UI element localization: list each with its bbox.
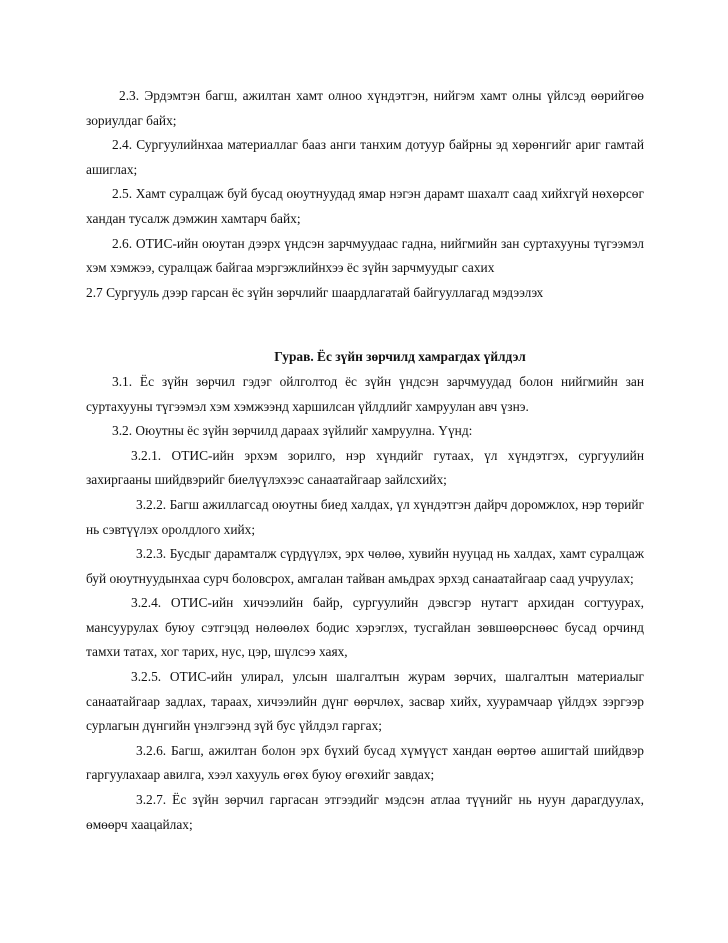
paragraph-2-5: 2.5. Хамт суралцаж буй бусад оюутнуудад ямар нэгэн дарамт шахалт саад хийхгүй нөхөрсөг хандан тусалж дэмжин хамтарч байх; bbox=[86, 186, 644, 226]
paragraph-3-1: 3.1. Ёс зүйн зөрчил гэдэг ойлголтод ёс зүйн үндсэн зарчмуудад болон нийгмийн зан суртахууны түгээмэл хэм хэмжээнд харшилсан үйлдлийг хамруулан авч үзнэ. bbox=[86, 373, 644, 414]
section-3-list bbox=[86, 370, 644, 837]
paragraph-3-2-4: 3.2.4. ОТИС-ийн хичээлийн байр, сургуулийн дэвсгэр нутагт архидан согтуурах, мансуурулах буюу сэтгэцэд нөлөөлөх бодис хэрэглэх, тусгайлан зөвшөөрснөөс бусад орчинд тамхи татах, хог тарих, нус, цэр, шүлсээ хаях, bbox=[86, 595, 644, 660]
document-page bbox=[86, 84, 644, 837]
paragraph-3-2-1: 3.2.1. ОТИС-ийн эрхэм зорилго, нэр хүндийг гутаах, үл хүндэтгэх, сургуулийн захиргааны шийдвэрийг биелүүлэхээс санаатайгаар зайлсхийх; bbox=[86, 447, 644, 488]
paragraph-3-2-5: 3.2.5. ОТИС-ийн улирал, улсын шалгалтын журам зөрчих, шалгалтын материалыг санаатайгаар задлах, тараах, хичээлийн дүнг өөрчлөх, засвар хийх, хуурамчаар үйлдэх зэргээр сурлагын дүнгийн үнэлгээнд зүй бус үйлдэл гаргах; bbox=[86, 669, 644, 734]
paragraph-2-4: 2.4. Сургуулийнхаа материаллаг бааз анги танхим дотуур байрны эд хөрөнгийг ариг гамтай ашиглах; bbox=[86, 137, 644, 177]
paragraph-3-2-7: 3.2.7. Ёс зүйн зөрчил гаргасан этгээдийг мэдсэн атлаа түүнийг нь нуун дарагдуулах, өмөөрч хаацайлах; bbox=[86, 792, 644, 832]
section-spacer bbox=[86, 305, 644, 345]
section-3-heading: Гурав. Ёс зүйн зөрчилд хамрагдах үйлдэл bbox=[274, 349, 526, 365]
paragraph-2-3: 2.3. Эрдэмтэн багш, ажилтан хамт олноо хүндэтгэн, нийгэм хамт олны үйлсэд өөрийгөө зориулдаг байх; bbox=[86, 88, 644, 128]
paragraph-2-6: 2.6. ОТИС-ийн оюутан дээрх үндсэн зарчмуудаас гадна, нийгмийн зан суртахууны түгээмэл хэм хэмжээ, суралцаж байгаа мэргэжлийнхээ ёс зүйн зарчмуудыг сахих bbox=[86, 235, 644, 276]
paragraph-3-2-2: 3.2.2. Багш ажиллагсад оюутны биед халдах, үл хүндэтгэн дайрч доромжлох, нэр төрийг нь сэвтүүлэх оролдлого хийх; bbox=[86, 496, 644, 537]
paragraph-3-2-3: 3.2.3. Бусдыг дарамталж сүрдүүлэх, эрх чөлөө, хувийн нууцад нь халдах, хамт суралцаж буй оюутнуудынхаа сурч боловсрох, амгалан тайван амьдрах эрхэд санаатайгаар саад учруулах; bbox=[86, 546, 644, 586]
paragraph-3-2: 3.2. Оюутны ёс зүйн зөрчилд дараах зүйлийг хамруулна. Үүнд: bbox=[112, 423, 473, 439]
section-2-list bbox=[86, 84, 644, 305]
paragraph-3-2-6: 3.2.6. Багш, ажилтан болон эрх бүхий бусад хүмүүст хандан өөртөө ашигтай шийдвэр гаргуулахаар авилга, хээл хахууль өгөх буюу өгөхийг завдах; bbox=[86, 742, 644, 783]
paragraph-2-7: 2.7 Сургууль дээр гарсан ёс зүйн зөрчлийг шаардлагатай байгууллагад мэдээлэх bbox=[86, 284, 544, 300]
